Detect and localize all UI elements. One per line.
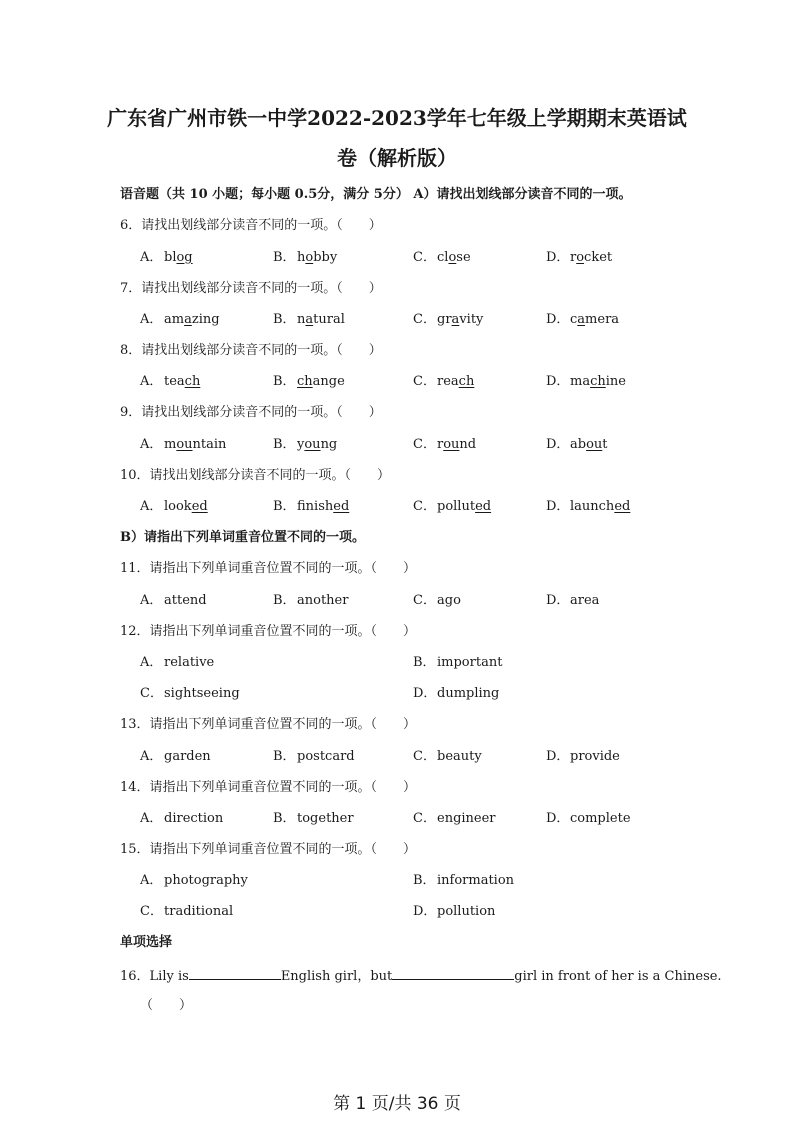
- question-10: [120, 467, 390, 485]
- question-number: 6．: [120, 218, 142, 233]
- question-number: 7．: [120, 281, 142, 296]
- option-letter: B．: [273, 250, 296, 265]
- option-letter: A．: [140, 593, 163, 608]
- option-c[interactable]: [413, 498, 491, 516]
- option-b[interactable]: [273, 373, 345, 391]
- option-letter: D．: [413, 686, 437, 701]
- option-letter: C．: [413, 250, 436, 265]
- question-text-part-3: girl in front of her is a Chinese.: [514, 969, 722, 984]
- option-word-underlined: o: [576, 250, 585, 265]
- question-number: 15．: [120, 842, 150, 857]
- option-word-underlined: ou: [586, 437, 603, 452]
- question-number: 13．: [120, 717, 150, 732]
- option-word-prefix: bl: [164, 250, 177, 265]
- question-prompt: 请找出划线部分读音不同的一项。（ ）: [149, 468, 391, 483]
- option-c[interactable]: [413, 311, 483, 329]
- question-9: [120, 404, 382, 422]
- option-letter: A．: [140, 655, 163, 670]
- option-word-suffix: ine: [605, 374, 626, 389]
- option-a[interactable]: [140, 373, 200, 391]
- option-word: ago: [437, 593, 461, 608]
- question-number: 12．: [120, 624, 150, 639]
- question-number: 9．: [120, 405, 142, 420]
- option-letter: B．: [273, 749, 296, 764]
- option-d[interactable]: [546, 498, 630, 516]
- document-title-line-2: 卷（解析版）: [337, 146, 457, 170]
- option-word: pollution: [437, 904, 496, 919]
- option-word-prefix: look: [164, 499, 192, 514]
- option-d[interactable]: [546, 373, 626, 391]
- option-letter: D．: [413, 904, 437, 919]
- question-prompt: 请找出划线部分读音不同的一项。（ ）: [141, 218, 382, 233]
- option-word: information: [437, 873, 515, 888]
- option-word-underlined: ou: [176, 437, 193, 452]
- option-letter: A．: [140, 873, 163, 888]
- question-prompt: 请指出下列单词重音位置不同的一项。（ ）: [149, 842, 417, 857]
- option-letter: D．: [546, 811, 570, 826]
- option-word-prefix: am: [164, 312, 185, 327]
- option-a[interactable]: [140, 311, 220, 329]
- option-letter: B．: [273, 811, 296, 826]
- option-letter: B．: [273, 374, 296, 389]
- option-letter: A．: [140, 811, 163, 826]
- option-word-prefix: r: [437, 437, 444, 452]
- option-word-underlined: a: [184, 312, 192, 327]
- option-a[interactable]: [140, 872, 248, 890]
- section-b-header: B）请指出下列单词重音位置不同的一项。: [120, 530, 365, 545]
- option-letter: D．: [546, 437, 570, 452]
- option-word-suffix: ng: [320, 437, 338, 452]
- question-16: [120, 966, 722, 986]
- option-b[interactable]: [273, 436, 337, 454]
- option-word: another: [297, 593, 349, 608]
- option-word: important: [437, 655, 503, 670]
- question-prompt: 请指出下列单词重音位置不同的一项。（ ）: [149, 717, 417, 732]
- question-6: [120, 217, 382, 235]
- option-d[interactable]: [546, 810, 631, 828]
- option-word: photography: [164, 873, 248, 888]
- option-c[interactable]: [140, 685, 240, 703]
- option-word: sightseeing: [164, 686, 240, 701]
- option-letter: B．: [273, 312, 296, 327]
- option-letter: B．: [273, 593, 296, 608]
- question-7: [120, 280, 382, 298]
- option-word-underlined: ed: [614, 499, 631, 514]
- option-letter: B．: [273, 437, 296, 452]
- option-letter: C．: [413, 374, 436, 389]
- option-c[interactable]: [413, 748, 482, 766]
- option-word: engineer: [437, 811, 496, 826]
- option-letter: B．: [413, 655, 436, 670]
- answer-blank-2[interactable]: [392, 966, 514, 980]
- option-word-suffix: cket: [584, 250, 613, 265]
- question-text-part-1: Lily is: [149, 969, 189, 984]
- option-word-prefix: c: [570, 312, 578, 327]
- question-text-part-2: English girl，but: [280, 969, 393, 984]
- option-letter: C．: [140, 904, 163, 919]
- option-a[interactable]: [140, 748, 211, 766]
- option-word-suffix: mera: [585, 312, 620, 327]
- option-letter: C．: [413, 749, 436, 764]
- option-c[interactable]: [413, 373, 474, 391]
- section-a-header: 语音题（共 10 小题；每小题 0.5分，满分 5分） A）请找出划线部分读音不同的一项。: [120, 187, 632, 202]
- question-13: [120, 716, 416, 734]
- option-d[interactable]: [413, 903, 495, 921]
- option-word-prefix: n: [297, 312, 306, 327]
- option-d[interactable]: [546, 436, 608, 454]
- question-15: [120, 841, 416, 859]
- option-c[interactable]: [413, 436, 476, 454]
- option-word-underlined: a: [305, 312, 314, 327]
- option-word-underlined: o: [448, 250, 457, 265]
- option-letter: D．: [546, 499, 570, 514]
- option-b[interactable]: [273, 311, 345, 329]
- option-letter: A．: [140, 437, 163, 452]
- option-letter: B．: [413, 873, 436, 888]
- question-prompt: 请找出划线部分读音不同的一项。（ ）: [141, 405, 382, 420]
- question-8: [120, 342, 382, 360]
- option-letter: A．: [140, 250, 163, 265]
- option-word: together: [297, 811, 354, 826]
- question-14: [120, 779, 416, 797]
- option-word: garden: [164, 749, 211, 764]
- option-letter: D．: [546, 374, 570, 389]
- option-word-prefix: h: [297, 250, 306, 265]
- option-word-prefix: rea: [437, 374, 459, 389]
- option-c[interactable]: [413, 810, 496, 828]
- option-word-underlined: a: [451, 312, 460, 327]
- option-word-underlined: ch: [297, 374, 313, 389]
- option-letter: C．: [413, 437, 436, 452]
- question-number: 16．: [120, 969, 150, 984]
- option-a[interactable]: [140, 498, 208, 516]
- option-b[interactable]: [413, 654, 502, 672]
- option-word-suffix: ntain: [192, 437, 227, 452]
- option-a[interactable]: [140, 810, 223, 828]
- option-a[interactable]: [140, 592, 207, 610]
- option-d[interactable]: [546, 311, 619, 329]
- option-word-prefix: tea: [164, 374, 185, 389]
- option-word-underlined: ed: [475, 499, 492, 514]
- option-word-suffix: se: [456, 250, 471, 265]
- option-word-prefix: finish: [297, 499, 334, 514]
- option-word: dumpling: [437, 686, 500, 701]
- option-a[interactable]: [140, 654, 214, 672]
- question-12: [120, 623, 416, 641]
- option-word-suffix: vity: [459, 312, 484, 327]
- option-word-suffix: bby: [313, 250, 338, 265]
- option-b[interactable]: [273, 810, 354, 828]
- option-word: provide: [570, 749, 620, 764]
- option-d[interactable]: [546, 592, 599, 610]
- option-word-underlined: ou: [304, 437, 321, 452]
- option-word-suffix: t: [602, 437, 608, 452]
- option-letter: C．: [140, 686, 163, 701]
- option-word: postcard: [297, 749, 355, 764]
- option-word-suffix: tural: [313, 312, 345, 327]
- option-word: complete: [570, 811, 631, 826]
- option-word-underlined: a: [577, 312, 586, 327]
- option-letter: C．: [413, 593, 436, 608]
- option-word-underlined: ch: [590, 374, 606, 389]
- option-word: attend: [164, 593, 207, 608]
- question-number: 14．: [120, 780, 150, 795]
- question-number: 10．: [120, 468, 150, 483]
- option-word-prefix: y: [297, 437, 305, 452]
- option-letter: A．: [140, 374, 163, 389]
- option-word-prefix: gr: [437, 312, 452, 327]
- page-footer: 第 1 页/共 36 页: [333, 1094, 461, 1114]
- option-word-underlined: ed: [333, 499, 350, 514]
- option-letter: C．: [413, 312, 436, 327]
- question-prompt: 请指出下列单词重音位置不同的一项。（ ）: [149, 780, 417, 795]
- option-word-prefix: m: [164, 437, 177, 452]
- option-letter: A．: [140, 312, 163, 327]
- option-word: beauty: [437, 749, 482, 764]
- option-d[interactable]: [546, 249, 612, 267]
- option-letter: A．: [140, 749, 163, 764]
- question-prompt: 请指出下列单词重音位置不同的一项。（ ）: [149, 561, 417, 576]
- option-word-underlined: ou: [443, 437, 460, 452]
- option-letter: D．: [546, 593, 570, 608]
- document-title-line-1: 广东省广州市铁一中学2022-2023学年七年级上学期期末英语试: [107, 106, 687, 130]
- option-b[interactable]: [413, 872, 514, 890]
- option-word-underlined: ch: [184, 374, 201, 389]
- option-word: traditional: [164, 904, 234, 919]
- option-word: relative: [164, 655, 215, 670]
- option-word-suffix: zing: [191, 312, 220, 327]
- option-c[interactable]: [140, 903, 233, 921]
- option-word-prefix: cl: [437, 250, 449, 265]
- option-word-underlined: ch: [458, 374, 475, 389]
- option-letter: B．: [273, 499, 296, 514]
- option-letter: D．: [546, 250, 570, 265]
- option-d[interactable]: [546, 748, 620, 766]
- option-b[interactable]: [273, 592, 348, 610]
- question-number: 8．: [120, 343, 142, 358]
- option-word-prefix: launch: [570, 499, 615, 514]
- option-b[interactable]: [273, 748, 355, 766]
- option-b[interactable]: [273, 498, 349, 516]
- option-word-underlined: og: [176, 250, 193, 265]
- option-word-prefix: r: [570, 250, 577, 265]
- question-number: 11．: [120, 561, 150, 576]
- option-letter: C．: [413, 811, 436, 826]
- option-word-prefix: pollut: [437, 499, 476, 514]
- option-word-prefix: ma: [570, 374, 591, 389]
- option-c[interactable]: [413, 249, 471, 267]
- answer-blank-1[interactable]: [189, 966, 281, 980]
- option-word-suffix: ange: [312, 374, 345, 389]
- question-prompt: 请找出划线部分读音不同的一项。（ ）: [141, 281, 382, 296]
- option-c[interactable]: [413, 592, 461, 610]
- option-b[interactable]: [273, 249, 337, 267]
- option-word: area: [570, 593, 600, 608]
- section-c-header: 单项选择: [120, 935, 173, 950]
- option-letter: D．: [546, 749, 570, 764]
- option-word-underlined: o: [305, 250, 314, 265]
- question-11: [120, 560, 416, 578]
- option-word-prefix: ab: [570, 437, 587, 452]
- option-letter: A．: [140, 499, 163, 514]
- option-letter: D．: [546, 312, 570, 327]
- option-d[interactable]: [413, 685, 499, 703]
- question-prompt: 请找出划线部分读音不同的一项。（ ）: [141, 343, 382, 358]
- option-a[interactable]: [140, 436, 226, 454]
- option-letter: C．: [413, 499, 436, 514]
- option-word-suffix: nd: [459, 437, 477, 452]
- answer-parentheses: （ ）: [140, 998, 193, 1013]
- option-a[interactable]: [140, 249, 193, 267]
- option-word: direction: [164, 811, 224, 826]
- question-prompt: 请指出下列单词重音位置不同的一项。（ ）: [149, 624, 417, 639]
- option-word-underlined: ed: [191, 499, 208, 514]
